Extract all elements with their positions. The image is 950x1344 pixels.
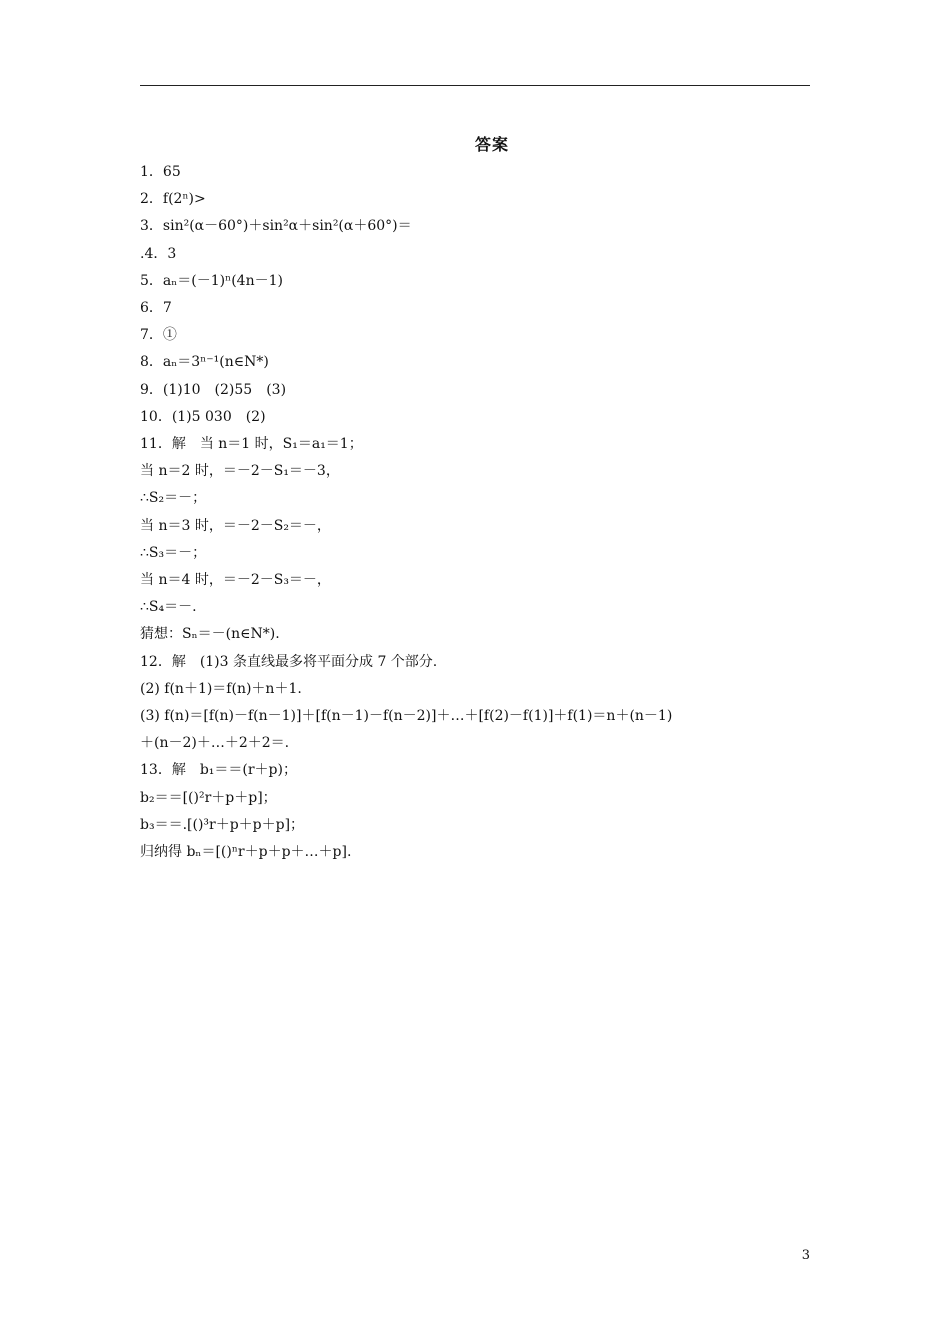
answer-line-23: 13．解 b₁＝＝(r＋p)； <box>140 762 297 779</box>
answer-line-10: 10．(1)5 030 (2) <box>140 408 266 425</box>
answer-line-15: ∴S₃＝－； <box>140 544 207 561</box>
answer-line-14: 当 n＝3 时，＝－2－S₂＝－， <box>140 517 331 534</box>
answer-line-17: ∴S₄＝－. <box>140 599 197 616</box>
answer-line-7: 7．① <box>140 327 177 344</box>
answer-line-8: 8．aₙ＝3ⁿ⁻¹(n∈N*) <box>140 354 269 371</box>
answer-line-2: 2．f(2ⁿ)> <box>140 191 206 208</box>
answer-line-19: 12．解 (1)3 条直线最多将平面分成 7 个部分. <box>140 653 438 670</box>
answer-line-20: (2) f(n＋1)＝f(n)＋n＋1. <box>140 680 302 697</box>
answer-line-12: 当 n＝2 时，＝－2－S₁＝－3， <box>140 463 340 480</box>
answer-line-3: 3．sin²(α－60°)＋sin²α＋sin²(α＋60°)＝ <box>140 218 412 235</box>
answer-line-6: 6．7 <box>140 300 172 317</box>
page-number: 3 <box>801 1248 810 1263</box>
answer-line-22: ＋(n－2)＋…＋2＋2＝. <box>140 735 290 752</box>
answer-line-5: 5．aₙ＝(－1)ⁿ(4n－1) <box>140 272 283 289</box>
answer-line-25: b₃＝＝.[()³r＋p＋p＋p]； <box>140 816 305 833</box>
answer-line-26: 归纳得 bₙ＝[()ⁿr＋p＋p＋…＋p]. <box>140 844 352 861</box>
answer-line-18: 猜想：Sₙ＝－(n∈N*). <box>140 626 280 643</box>
answer-line-13: ∴S₂＝－； <box>140 490 207 507</box>
answer-line-24: b₂＝＝[()²r＋p＋p]； <box>140 789 277 806</box>
header-rule <box>140 85 810 86</box>
answer-line-21: (3) f(n)＝[f(n)－f(n－1)]＋[f(n－1)－f(n－2)]＋…＋[f(2)－f(1)]＋f(1)＝n＋(n－1) <box>140 708 673 725</box>
answer-list <box>140 159 812 866</box>
answer-line-1: 1．65 <box>140 164 181 180</box>
answer-line-16: 当 n＝4 时，＝－2－S₃＝－， <box>140 572 331 589</box>
answer-line-4: .4．3 <box>140 245 177 262</box>
answer-line-11: 11．解 当 n＝1 时，S₁＝a₁＝1； <box>140 436 363 453</box>
answer-line-9: 9．(1)10 (2)55 (3) <box>140 381 287 398</box>
page-title: 答案 <box>474 135 509 154</box>
